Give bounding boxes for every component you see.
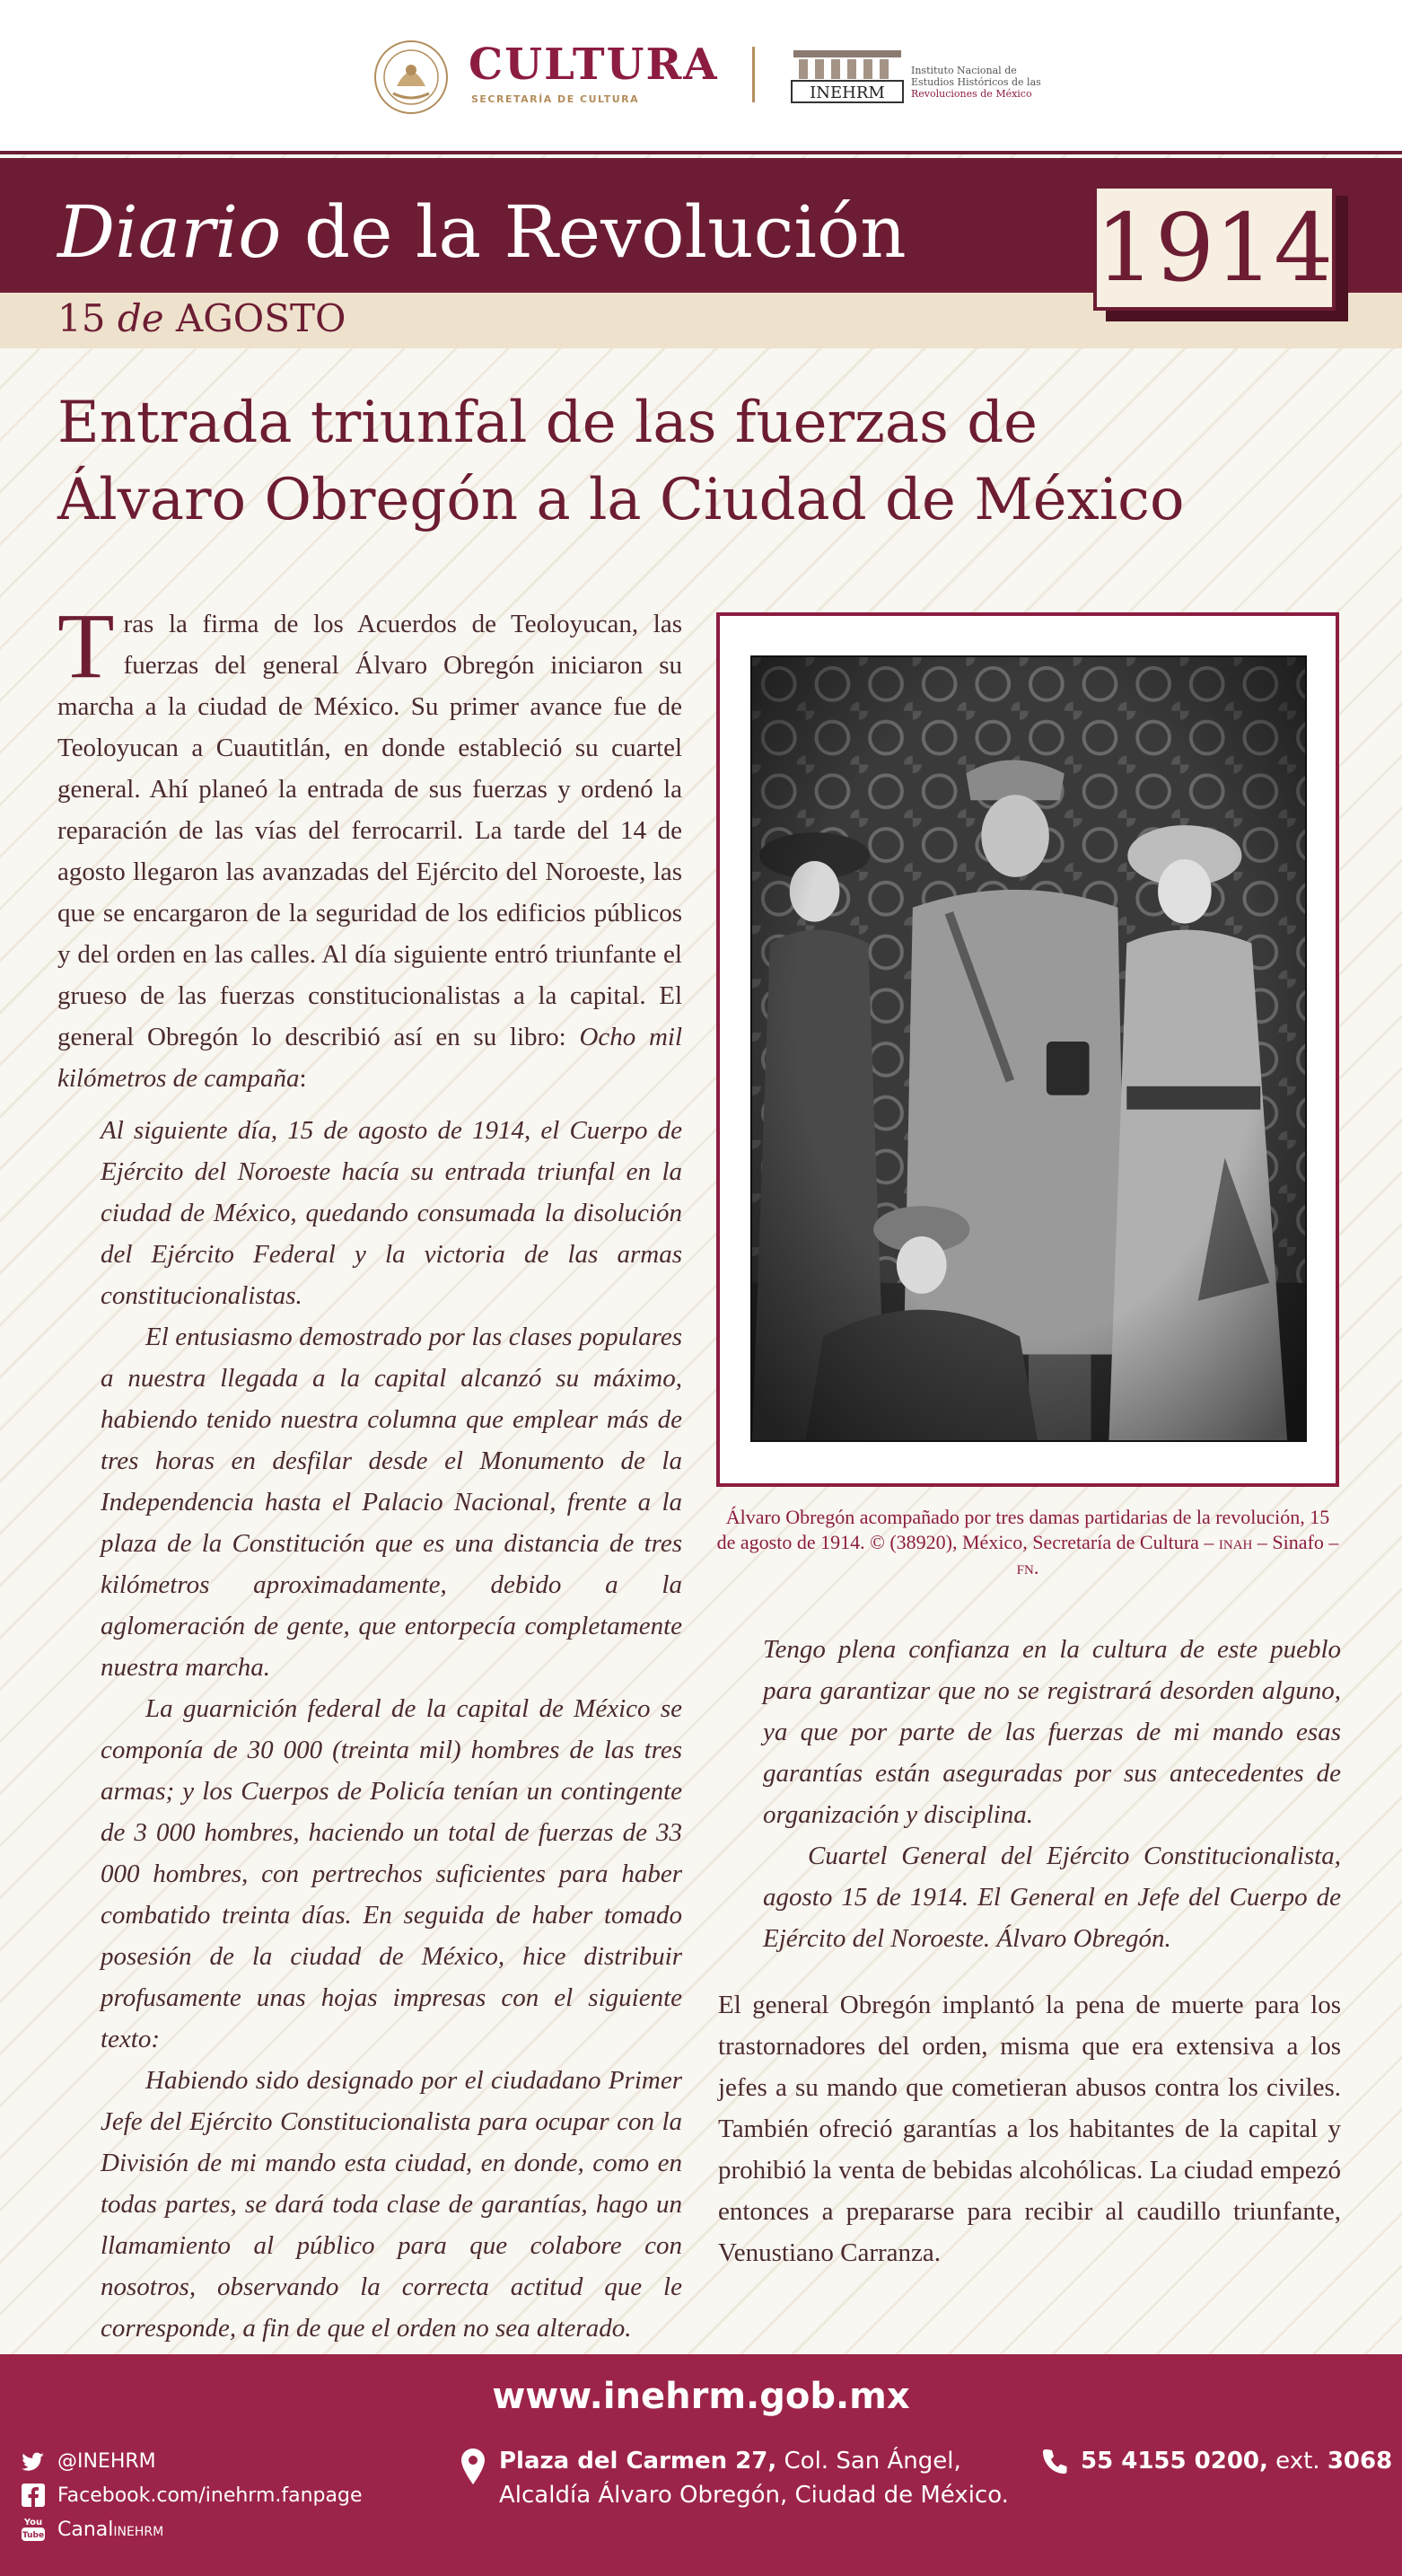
obregon-quote-right — [763, 1629, 1341, 1959]
obregon-quote-left — [101, 1110, 682, 2349]
article-headline: Entrada triunfal de las fuerzas de Álvaro Obregón a la Ciudad de México — [57, 390, 1185, 533]
inehrm-label: INEHRM — [810, 84, 885, 102]
quote-signature: Cuartel General del Ejército Constitucionalista, agosto 15 de 1914. El General en Jefe del Cuerpo de Ejército del Noroeste. Álvaro Obregón. — [763, 1842, 1341, 1953]
year-label: 1914 — [1095, 193, 1334, 303]
drop-cap: T — [57, 594, 115, 698]
left-column — [57, 594, 683, 2349]
banner-top-rule — [0, 151, 1402, 154]
twitter-icon — [20, 2448, 47, 2475]
photo-frame — [716, 612, 1339, 1487]
quote-paragraph: Al siguiente día, 15 de agosto de 1914, el Cuerpo de Ejército del Noroeste hacía su entrada triunfal en la ciudad de México, quedando consumada la disolución del Ejército Federal y la victoria de las armas constitucionalistas. — [101, 1116, 682, 1310]
book-title: Ocho mil kilómetros de campaña — [57, 1023, 683, 1093]
logo-band — [0, 0, 1402, 151]
website-link[interactable]: www.inehrm.gob.mx — [492, 2376, 910, 2417]
logo-divider — [752, 47, 755, 102]
inehrm-building-icon — [790, 47, 905, 104]
svg-text:You: You — [23, 2518, 43, 2528]
quote-paragraph: Habiendo sido designado por el ciudadano Primer Jefe del Ejército Constitucionalista para ocupar con la División de mi mando esta ciudad, en donde, como en todas partes, se dará toda clase de garantías, hago un llamamiento al público para que colabore con nosotros, observando la correcta actitud que le corresponde, a fin de que el orden no sea alterado. — [101, 2066, 682, 2343]
national-seal-icon — [370, 40, 452, 115]
location-pin-icon — [460, 2448, 486, 2485]
photo-caption: Álvaro Obregón acompañado por tres damas partidarias de la revolución, 15 de agosto de 1914. © (38920), México, Secretaría de Cultura – inah – Sinafo – fn. — [716, 1506, 1339, 1578]
cultura-subtitle: SECRETARÍA DE CULTURA — [471, 93, 640, 105]
phone-icon — [1041, 2448, 1068, 2478]
facebook-link[interactable]: Facebook.com/inehrm.fanpage — [20, 2478, 363, 2512]
year-box — [1093, 185, 1336, 311]
intro-paragraph: Tras la firma de los Acuerdos de Teoloyucan, las fuerzas del general Álvaro Obregón iniciaron su marcha a la ciudad de México. Su primer avance fue de Teoloyucan a Cuautitlán, en donde estableció su cuartel general. Ahí planeó la entrada de sus fuerzas y ordenó la reparación de las vías del ferrocarril. La tarde del 14 de agosto llegaron las avanzadas del Ejército del Noroeste, las que se encargaron de la seguridad de los edificios públicos y del orden en las calles. Al día siguiente entró triunfante el grueso de las fuerzas constitucionalistas a la capital. El general Obregón lo describió así en su libro: Ocho mil kilómetros de campaña: — [57, 594, 683, 1093]
quote-paragraph: La guarnición federal de la capital de México se componía de 30 000 (treinta mil) hombres de las tres armas; y los Cuerpos de Policía tenían un contingente de 3 000 hombres, haciendo un total de fuerzas de 33 000 hombres, con pertrechos suficientes para haber combatido treinta días. En seguida de haber tomado posesión de la ciudad de México, hice distribuir profusamente unas hojas impresas con el siguiente texto: — [101, 1694, 682, 2053]
social-links — [20, 2444, 363, 2546]
quote-paragraph: Tengo plena confianza en la cultura de este pueblo para garantizar que no se registrará desorden alguno, ya que por parte de las fuerzas de mi mando esas garantías están aseguradas por sus antecedentes de organización y disciplina. — [763, 1635, 1341, 1829]
youtube-icon — [20, 2516, 47, 2543]
twitter-link[interactable]: @INEHRM — [20, 2444, 363, 2478]
quote-paragraph: El entusiasmo demostrado por las clases populares a nuestra llegada a la capital alcanzó su máximo, habiendo tenido nuestra columna que emplear más de tres horas en desfilar desde el Monumento de la Independencia hasta el Palacio Nacional, frente a la plaza de la Constitución que es una distancia de tres kilómetros aproximadamente, debido a la aglomeración de gente, que entorpecía completamente nuestra marcha. — [101, 1323, 682, 1682]
inehrm-name: Instituto Nacional de Estudios Históricos de las Revoluciones de México — [911, 65, 1041, 100]
youtube-link[interactable]: You Tube Canal inehrm — [20, 2512, 363, 2546]
historical-photo — [750, 655, 1307, 1442]
closing-paragraph: El general Obregón implantó la pena de muerte para los trastornadores del orden, misma que era extensiva a los jefes a su mando que cometieran abusos contra los civiles. También ofreció garantías a los habitantes de la capital y prohibió la venta de bebidas alcohólicas. La ciudad empezó entonces a prepararse para recibir al caudillo triunfante, Venustiano Carranza. — [718, 1991, 1341, 2267]
cultura-title: CULTURA — [469, 40, 719, 90]
issue-date: 15 de AGOSTO — [57, 296, 346, 340]
page-title: Diario de la Revolución — [57, 190, 907, 274]
svg-text:Tube: Tube — [22, 2531, 45, 2540]
facebook-icon — [20, 2482, 47, 2509]
